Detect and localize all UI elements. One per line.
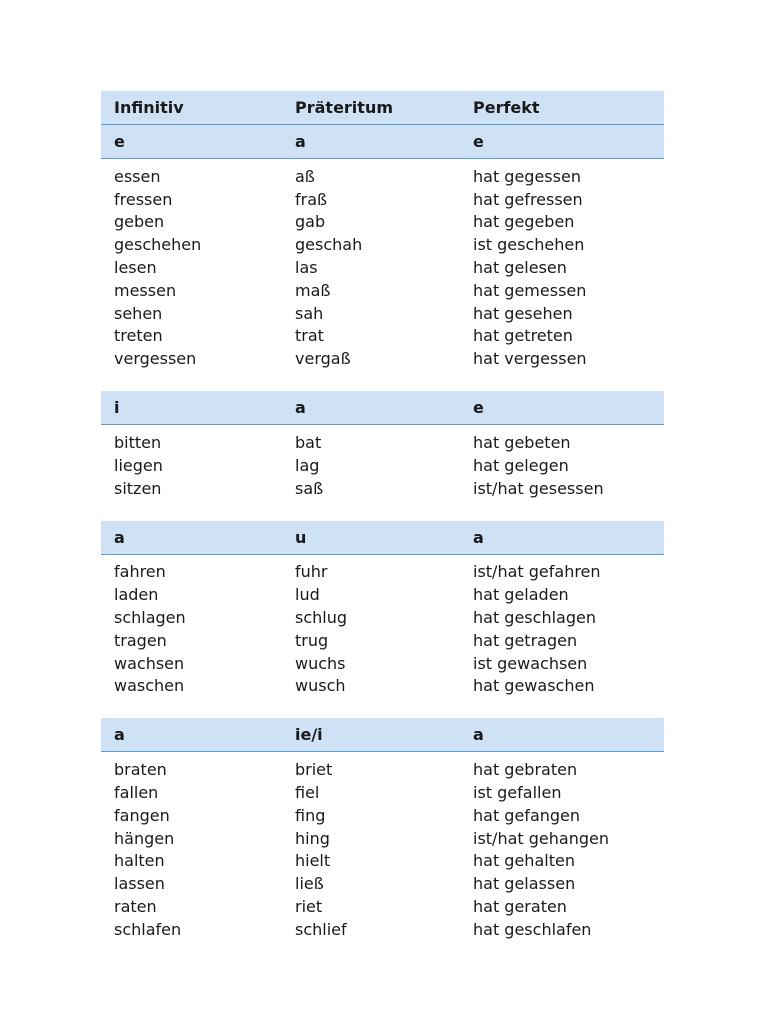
perfekt-cell: ist/hat gesessen <box>473 478 604 498</box>
verb-groups <box>101 125 664 947</box>
table-row <box>101 629 664 652</box>
pattern-cell: ie/i <box>295 725 323 745</box>
table-row <box>101 347 664 370</box>
praeteritum-cell: schlug <box>295 608 348 628</box>
perfekt-cell: hat gehalten <box>473 851 575 871</box>
infinitiv-cell: schlafen <box>114 919 182 939</box>
infinitiv-cell: fangen <box>114 805 170 825</box>
table-row <box>101 325 664 348</box>
vowel-pattern-row <box>101 391 664 425</box>
infinitiv-cell: essen <box>114 166 161 186</box>
header-infinitiv: Infinitiv <box>114 98 184 117</box>
table-row <box>101 606 664 629</box>
infinitiv-cell: fallen <box>114 783 159 803</box>
pattern-cell: u <box>295 527 307 547</box>
pattern-cell: i <box>114 398 120 418</box>
perfekt-cell: hat geschlafen <box>473 919 592 939</box>
infinitiv-cell: fressen <box>114 189 173 209</box>
praeteritum-cell: schlief <box>295 919 347 939</box>
infinitiv-cell: liegen <box>114 455 163 475</box>
table-row <box>101 804 664 827</box>
praeteritum-cell: vergaß <box>295 349 351 369</box>
infinitiv-cell: braten <box>114 760 167 780</box>
praeteritum-cell: fiel <box>295 783 320 803</box>
perfekt-cell: ist geschehen <box>473 235 585 255</box>
praeteritum-cell: briet <box>295 760 333 780</box>
infinitiv-cell: geben <box>114 212 165 232</box>
verb-rows <box>101 752 664 946</box>
table-row <box>101 675 664 698</box>
perfekt-cell: hat gelassen <box>473 874 576 894</box>
table-row <box>101 165 664 188</box>
pattern-cell: a <box>295 132 306 151</box>
table-row <box>101 454 664 477</box>
table-row <box>101 652 664 675</box>
pattern-cell: e <box>114 132 125 151</box>
perfekt-cell: hat gegessen <box>473 166 581 186</box>
praeteritum-cell: trug <box>295 630 329 650</box>
praeteritum-cell: lud <box>295 585 320 605</box>
table-row <box>101 918 664 941</box>
pattern-cell: e <box>473 132 484 151</box>
praeteritum-cell: hing <box>295 828 330 848</box>
infinitiv-cell: schlagen <box>114 608 186 628</box>
pattern-cell: a <box>114 527 125 547</box>
perfekt-cell: ist gefallen <box>473 783 562 803</box>
perfekt-cell: hat gelesen <box>473 258 567 278</box>
perfekt-cell: ist/hat gefahren <box>473 562 601 582</box>
perfekt-cell: hat gemessen <box>473 280 587 300</box>
praeteritum-cell: fing <box>295 805 326 825</box>
infinitiv-cell: hängen <box>114 828 175 848</box>
perfekt-cell: hat gewaschen <box>473 676 595 696</box>
infinitiv-cell: halten <box>114 851 165 871</box>
table-header <box>101 91 664 125</box>
praeteritum-cell: wusch <box>295 676 346 696</box>
infinitiv-cell: sitzen <box>114 478 162 498</box>
infinitiv-cell: raten <box>114 897 157 917</box>
verb-rows <box>101 555 664 704</box>
perfekt-cell: ist/hat gehangen <box>473 828 609 848</box>
infinitiv-cell: lesen <box>114 258 157 278</box>
praeteritum-cell: trat <box>295 326 324 346</box>
infinitiv-cell: tragen <box>114 630 167 650</box>
perfekt-cell: hat gefressen <box>473 189 583 209</box>
praeteritum-cell: ließ <box>295 874 324 894</box>
perfekt-cell: hat getragen <box>473 630 578 650</box>
perfekt-cell: hat gesehen <box>473 303 573 323</box>
infinitiv-cell: vergessen <box>114 349 197 369</box>
praeteritum-cell: maß <box>295 280 331 300</box>
perfekt-cell: hat gebraten <box>473 760 578 780</box>
praeteritum-cell: bat <box>295 433 322 453</box>
table-row <box>101 431 664 454</box>
praeteritum-cell: gab <box>295 212 326 232</box>
verb-table <box>101 91 664 947</box>
praeteritum-cell: wuchs <box>295 653 346 673</box>
perfekt-cell: ist gewachsen <box>473 653 588 673</box>
verb-rows <box>101 425 664 505</box>
infinitiv-cell: messen <box>114 280 177 300</box>
infinitiv-cell: waschen <box>114 676 185 696</box>
table-row <box>101 583 664 606</box>
pattern-cell: e <box>473 398 484 418</box>
table-row <box>101 211 664 234</box>
header-perfekt: Perfekt <box>473 98 540 117</box>
vowel-pattern-row <box>101 718 664 752</box>
infinitiv-cell: laden <box>114 585 159 605</box>
vowel-pattern-row <box>101 521 664 555</box>
infinitiv-cell: wachsen <box>114 653 185 673</box>
perfekt-cell: hat getreten <box>473 326 573 346</box>
vowel-pattern-row <box>101 125 664 159</box>
table-row <box>101 781 664 804</box>
table-row <box>101 561 664 584</box>
praeteritum-cell: lag <box>295 455 320 475</box>
perfekt-cell: hat geschlagen <box>473 608 596 628</box>
praeteritum-cell: sah <box>295 303 324 323</box>
perfekt-cell: hat geraten <box>473 897 567 917</box>
infinitiv-cell: lassen <box>114 874 165 894</box>
praeteritum-cell: geschah <box>295 235 363 255</box>
table-row <box>101 256 664 279</box>
infinitiv-cell: treten <box>114 326 163 346</box>
pattern-cell: a <box>473 527 484 547</box>
perfekt-cell: hat vergessen <box>473 349 587 369</box>
pattern-cell: a <box>114 725 125 745</box>
infinitiv-cell: fahren <box>114 562 166 582</box>
group-gap <box>101 506 664 521</box>
perfekt-cell: hat gegeben <box>473 212 575 232</box>
praeteritum-cell: aß <box>295 166 315 186</box>
table-row <box>101 188 664 211</box>
perfekt-cell: hat gefangen <box>473 805 581 825</box>
pattern-cell: a <box>473 725 484 745</box>
table-row <box>101 279 664 302</box>
infinitiv-cell: geschehen <box>114 235 202 255</box>
table-row <box>101 758 664 781</box>
table-row <box>101 895 664 918</box>
infinitiv-cell: sehen <box>114 303 163 323</box>
perfekt-cell: hat gebeten <box>473 433 571 453</box>
praeteritum-cell: fuhr <box>295 562 328 582</box>
pattern-cell: a <box>295 398 306 418</box>
group-gap <box>101 703 664 718</box>
table-row <box>101 233 664 256</box>
praeteritum-cell: hielt <box>295 851 331 871</box>
perfekt-cell: hat gelegen <box>473 455 569 475</box>
table-row <box>101 477 664 500</box>
praeteritum-cell: saß <box>295 478 324 498</box>
praeteritum-cell: riet <box>295 897 323 917</box>
perfekt-cell: hat geladen <box>473 585 569 605</box>
table-row <box>101 302 664 325</box>
table-row <box>101 850 664 873</box>
header-praeteritum: Präteritum <box>295 98 393 117</box>
praeteritum-cell: las <box>295 258 318 278</box>
table-row <box>101 827 664 850</box>
verb-rows <box>101 159 664 376</box>
group-gap <box>101 376 664 391</box>
table-row <box>101 872 664 895</box>
infinitiv-cell: bitten <box>114 433 162 453</box>
praeteritum-cell: fraß <box>295 189 328 209</box>
